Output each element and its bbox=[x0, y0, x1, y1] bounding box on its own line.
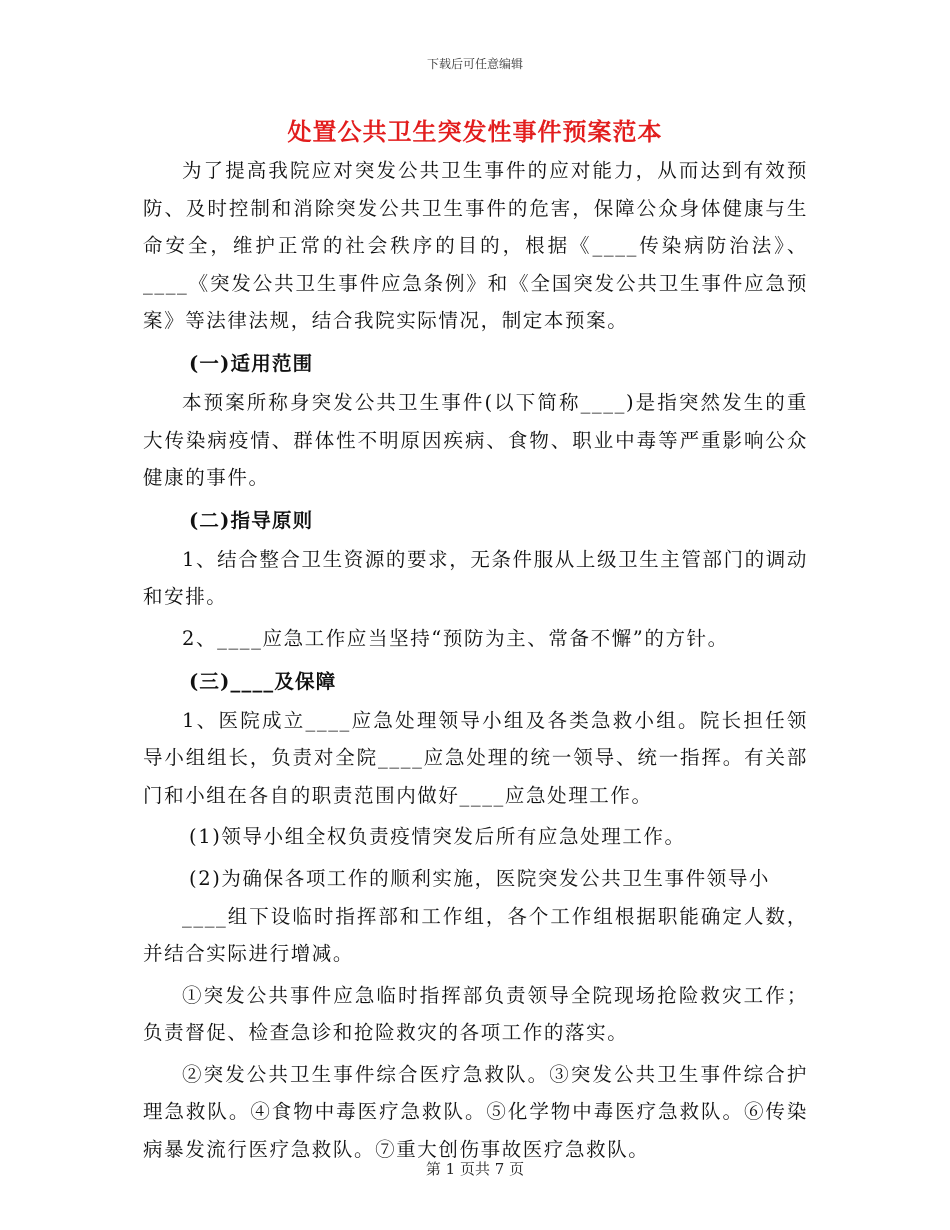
document-title: 处置公共卫生突发性事件预案范本 bbox=[287, 117, 663, 146]
page-footer: 第 1 页共 7 页 bbox=[425, 1160, 525, 1178]
principle-2: 2、____应急工作应当坚持“预防为主、常备不懈”的方针。 bbox=[182, 626, 729, 650]
organization-item-2-line-1: (2)为确保各项工作的顺利实施，医院突发公共卫生事件领导小 bbox=[189, 866, 771, 890]
section-heading-scope: (一)适用范围 bbox=[189, 351, 314, 375]
team-items-list: ②突发公共卫生事件综合医疗急救队。③突发公共卫生事件综合护理急救队。④食物中毒医疗急救队。⑤化学物中毒医疗急救队。⑥传染病暴发流行医疗急救队。⑦重大创伤事故医疗急救队。 bbox=[143, 1062, 808, 1162]
document-body bbox=[143, 152, 808, 1169]
scope-paragraph: 本预案所称身突发公共卫生事件(以下简称____)是指突然发生的重大传染病疫情、群体性不明原因疾病、食物、职业中毒等严重影响公众健康的事件。 bbox=[143, 390, 808, 490]
header-note: 下载后可任意编辑 bbox=[426, 57, 523, 71]
intro-paragraph: 为了提高我院应对突发公共卫生事件的应对能力，从而达到有效预防、及时控制和消除突发公共卫生事件的危害，保障公众身体健康与生命安全，维护正常的社会秩序的目的，根据《____传染病防治法》、____《突发公共卫生事件应急条例》和《全国突发公共卫生事件应急预案》等法律法规，结合我院实际情况，制定本预案。 bbox=[143, 159, 808, 333]
team-item-1: ①突发公共事件应急临时指挥部负责领导全院现场抢险救灾工作；负责督促、检查急诊和抢险救灾的各项工作的落实。 bbox=[143, 983, 808, 1045]
organization-item-2-rest: ____组下设临时指挥部和工作组，各个工作组根据职能确定人数，并结合实际进行增减。 bbox=[143, 904, 808, 966]
organization-item-1: (1)领导小组全权负责疫情突发后所有应急处理工作。 bbox=[189, 825, 686, 849]
principle-1: 1、结合整合卫生资源的要求，无条件服从上级卫生主管部门的调动和安排。 bbox=[143, 547, 808, 609]
section-heading-organization: (三)____及保障 bbox=[189, 669, 337, 693]
organization-paragraph-1: 1、医院成立____应急处理领导小组及各类急救小组。院长担任领导小组组长，负责对全院____应急处理的统一领导、统一指挥。有关部门和小组在各自的职责范围内做好____应急处理工作。 bbox=[143, 708, 808, 807]
section-heading-principles: (二)指导原则 bbox=[189, 508, 314, 532]
